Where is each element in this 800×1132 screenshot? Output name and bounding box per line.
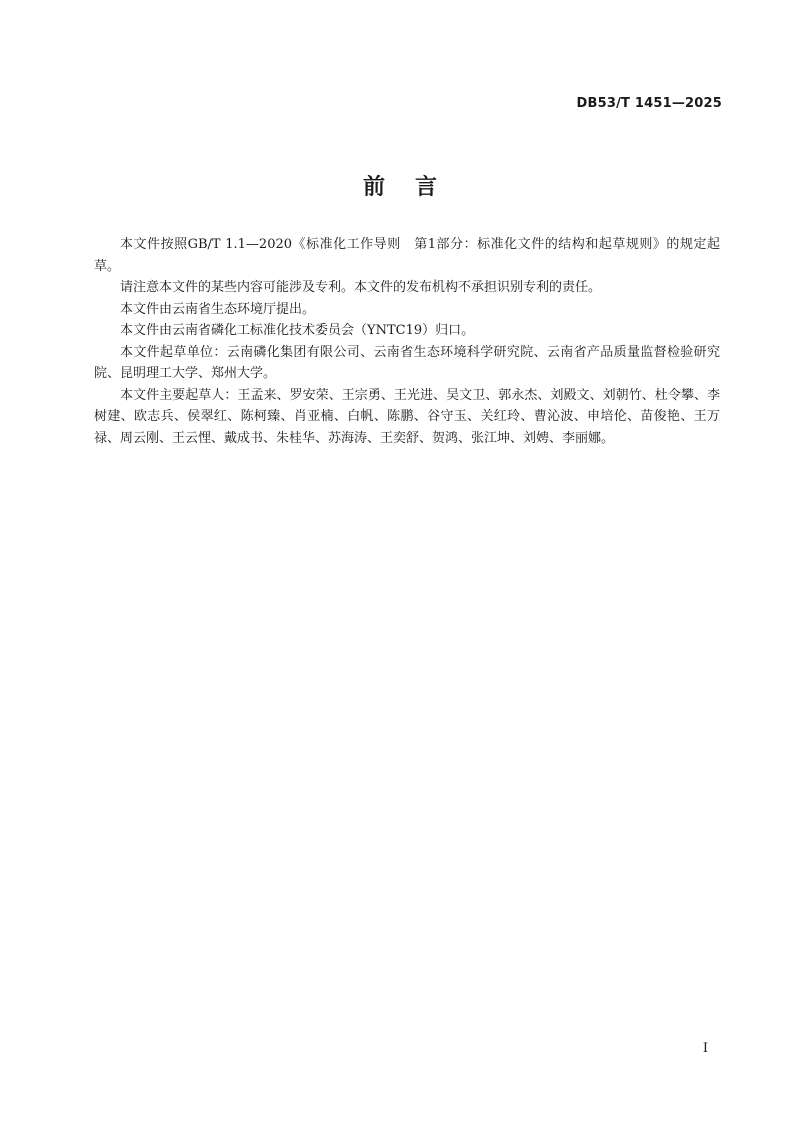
paragraph-proposer: 本文件由云南省生态环境厅提出。 [120,301,316,317]
paragraph-patent-notice: 请注意本文件的某些内容可能涉及专利。本文件的发布机构不承担识别专利的责任。 [120,280,602,295]
paragraph-committee: 本文件由云南省磷化工标准化技术委员会（YNTC19）归口。 [120,323,475,338]
title-char-1: 前 [362,175,385,200]
paragraph-drafting-units: 本文件起草单位：云南磷化集团有限公司、云南省生态环境科学研究院、云南省产品质量监督检验研究院、昆明理工大学、郑州大学。 [94,344,720,381]
foreword-body [94,234,720,449]
paragraph-drafting-rules: 本文件按照GB/T 1.1—2020《标准化工作导则 第1部分：标准化文件的结构和起草规则》的规定起草。 [94,237,720,274]
document-code: DB53/T 1451—2025 [576,96,722,111]
title-char-2: 言 [415,175,438,200]
page-number: I [702,1041,708,1056]
paragraph-drafters: 本文件主要起草人：王孟来、罗安荣、王宗勇、王光进、吴文卫、郭永杰、刘殿文、刘朝竹、杜令攀、李树建、欧志兵、侯翠红、陈柯臻、肖亚楠、白帆、陈鹏、谷守玉、关红玲、曹沁波、申培伦、苗俊艳、王万禄、周云刚、王云悝、戴成书、朱桂华、苏海涛、王奕舒、贺鸿、张江坤、刘娉、李丽娜。 [94,387,720,446]
page-title [0,170,800,201]
